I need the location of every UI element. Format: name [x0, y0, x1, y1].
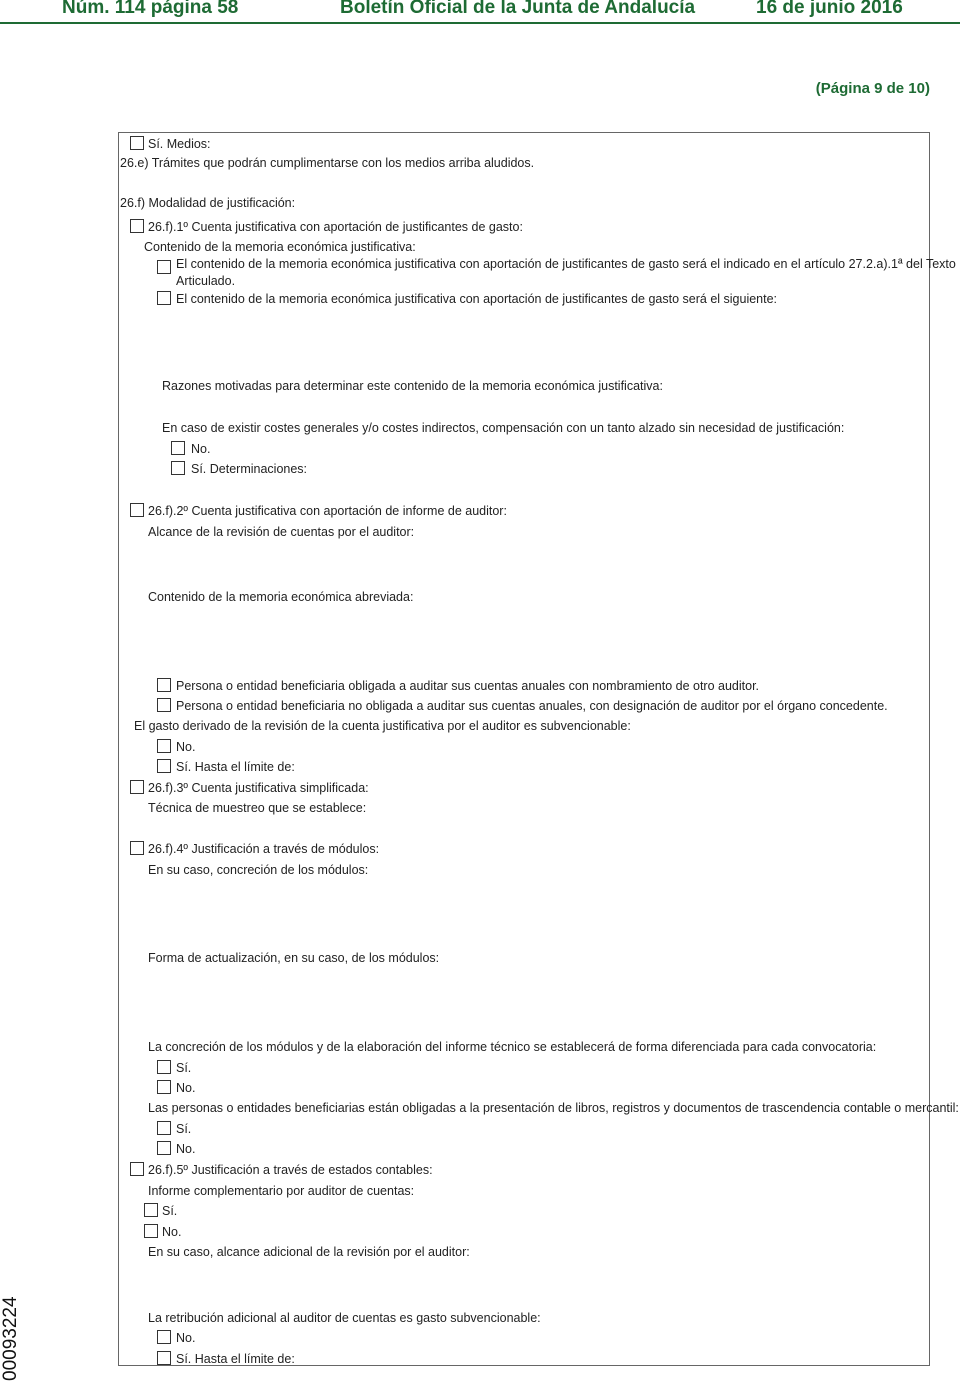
contenido-indicado-text: El contenido de la memoria económica justificativa con aportación de justificantes de gasto será el indicado en el artículo 27.2.a).1ª del Texto [176, 257, 956, 271]
f5-checkbox[interactable] [130, 1162, 144, 1176]
personas-obligadas-label: Las personas o entidades beneficiarias están obligadas a la presentación de libros, registros y documentos de trascendencia contable o mercantil: [148, 1101, 959, 1115]
tramites-text: 26.e) Trámites que podrán cumplimentarse con los medios arriba aludidos. [120, 156, 535, 170]
f1-label: 26.f).1º Cuenta justificativa con aportación de justificantes de gasto: [148, 220, 523, 234]
f2-checkbox[interactable] [130, 503, 144, 517]
costes-no-label: No. [191, 442, 211, 456]
no-obligada-text: Persona o entidad beneficiaria no obligada a auditar sus cuentas anuales, con designación de auditor por el órgano concedente. [176, 699, 888, 713]
retribucion-no-label: No. [176, 1331, 196, 1345]
costes-si-checkbox[interactable] [171, 461, 185, 475]
costes-no-checkbox[interactable] [171, 441, 185, 455]
f2-label: 26.f).2º Cuenta justificativa con aportación de informe de auditor: [148, 504, 507, 518]
f3-label: 26.f).3º Cuenta justificativa simplificada: [148, 781, 369, 795]
page-header [0, 0, 960, 24]
f4-checkbox[interactable] [130, 841, 144, 855]
publication-title: Boletín Oficial de la Junta de Andalucía [340, 0, 696, 18]
publication-date: 16 de junio 2016 [756, 0, 903, 18]
retribucion-label: La retribución adicional al auditor de cuentas es gasto subvencionable: [148, 1311, 541, 1325]
concrecion-si-checkbox[interactable] [157, 1060, 171, 1074]
concrecion-label: En su caso, concreción de los módulos: [148, 863, 369, 877]
concrecion-informe-label: La concreción de los módulos y de la elaboración del informe técnico se establecerá de forma diferenciada para cada convocatoria: [148, 1040, 877, 1054]
contenido-siguiente-checkbox[interactable] [157, 291, 171, 305]
modalidad-heading: 26.f) Modalidad de justificación: [120, 196, 296, 210]
no-obligada-checkbox[interactable] [157, 698, 171, 712]
personas-no-label: No. [176, 1142, 196, 1156]
document-code: 00093224 [0, 1296, 21, 1381]
si-medios-checkbox[interactable] [130, 136, 144, 150]
personas-si-checkbox[interactable] [157, 1121, 171, 1135]
gasto-auditor-label: El gasto derivado de la revisión de la cuenta justificativa por el auditor es subvencionable: [134, 719, 631, 733]
concrecion-si-label: Sí. [176, 1061, 192, 1075]
concrecion-no-checkbox[interactable] [157, 1080, 171, 1094]
costes-label: En caso de existir costes generales y/o costes indirectos, compensación con un tanto alzado sin necesidad de justificación: [162, 421, 845, 435]
si-medios-label: Sí. Medios: [148, 137, 211, 151]
contenido-abreviada-label: Contenido de la memoria económica abreviada: [148, 590, 414, 604]
informe-complementario-label: Informe complementario por auditor de cuentas: [148, 1184, 415, 1198]
gasto-auditor-si-checkbox[interactable] [157, 759, 171, 773]
contenido-siguiente-text: El contenido de la memoria económica justificativa con aportación de justificantes de gasto será el siguiente: [176, 292, 778, 306]
alcance-label: Alcance de la revisión de cuentas por el auditor: [148, 525, 415, 539]
retribucion-si-label: Sí. Hasta el límite de: [176, 1352, 295, 1366]
f5-label: 26.f).5º Justificación a través de estados contables: [148, 1163, 433, 1177]
obligada-checkbox[interactable] [157, 678, 171, 692]
razones-label: Razones motivadas para determinar este contenido de la memoria económica justificativa: [162, 379, 663, 393]
page-indicator: (Página 9 de 10) [815, 80, 930, 97]
contenido-indicado-checkbox[interactable] [157, 260, 171, 274]
retribucion-si-checkbox[interactable] [157, 1351, 171, 1365]
retribucion-no-checkbox[interactable] [157, 1330, 171, 1344]
contenido-memoria-label: Contenido de la memoria económica justificativa: [144, 240, 416, 254]
obligada-text: Persona o entidad beneficiaria obligada a auditar sus cuentas anuales con nombramiento de otro auditor. [176, 679, 760, 693]
costes-si-label: Sí. Determinaciones: [191, 462, 308, 476]
gasto-auditor-si-label: Sí. Hasta el límite de: [176, 760, 295, 774]
personas-no-checkbox[interactable] [157, 1141, 171, 1155]
personas-si-label: Sí. [176, 1122, 192, 1136]
tecnica-label: Técnica de muestreo que se establece: [148, 801, 367, 815]
gasto-auditor-no-checkbox[interactable] [157, 739, 171, 753]
contenido-indicado-text-cont: Articulado. [176, 274, 236, 288]
informe-no-checkbox[interactable] [144, 1224, 158, 1238]
issue-number: Núm. 114 página 58 [62, 0, 239, 18]
concrecion-no-label: No. [176, 1081, 196, 1095]
gasto-auditor-no-label: No. [176, 740, 196, 754]
form-frame [118, 132, 930, 1366]
informe-no-label: No. [162, 1225, 182, 1239]
alcance-adicional-label: En su caso, alcance adicional de la revisión por el auditor: [148, 1245, 470, 1259]
f1-checkbox[interactable] [130, 219, 144, 233]
f3-checkbox[interactable] [130, 780, 144, 794]
informe-si-checkbox[interactable] [144, 1203, 158, 1217]
forma-label: Forma de actualización, en su caso, de los módulos: [148, 951, 440, 965]
informe-si-label: Sí. [162, 1204, 178, 1218]
f4-label: 26.f).4º Justificación a través de módulos: [148, 842, 380, 856]
